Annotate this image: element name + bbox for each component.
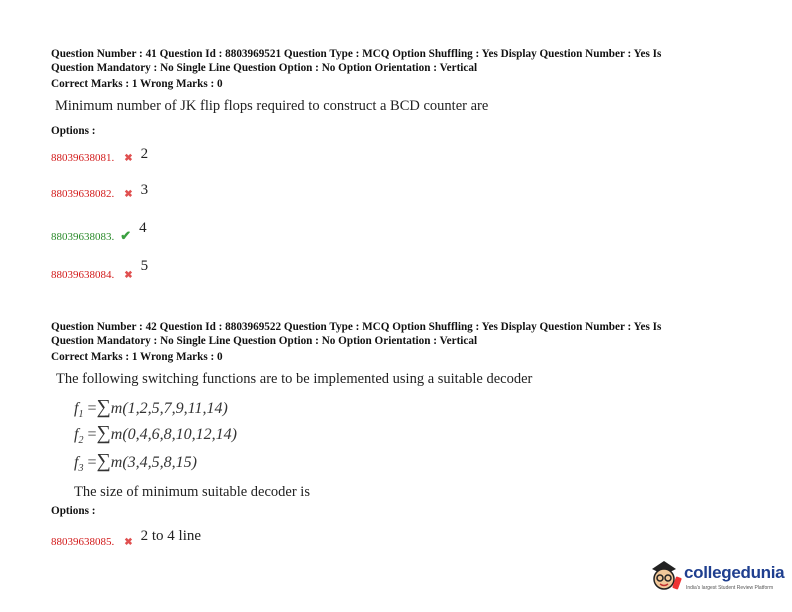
formula-rhs: (1,2,5,7,9,11,14) [122,400,228,417]
option-id: 88039638082. [51,188,115,200]
wrong-icon: ✖ [124,537,133,548]
collegedunia-logo [646,557,786,599]
formula-lhs: f [74,400,79,417]
mascot-icon [646,557,682,595]
q41-question-text: Minimum number of JK flip flops required to construct a BCD counter are [55,98,489,114]
option-id: 88039638085. [51,536,115,548]
q41-option-4 [51,257,149,281]
wrong-icon: ✖ [124,270,133,281]
q42-options-label: Options : [51,505,96,517]
option-value: 2 [140,146,149,162]
formula-sub: 3 [78,463,84,475]
formula-rhs: (0,4,6,8,10,12,14) [122,426,237,443]
q42-meta-line2: Question Mandatory : No Single Line Question Option : No Option Orientation : Vertical [51,335,478,347]
wrong-icon: ✖ [124,153,133,164]
option-id: 88039638084. [51,269,115,281]
formula-f3: $f_3 =\sum m(3,4,5,8,15)$ [74,450,197,475]
formula-rhs: (3,4,5,8,15) [122,454,197,471]
formula-f2: $f_2 =\sum m(0,4,6,8,10,12,14)$ [74,422,237,447]
q42-question-text-2: The size of minimum suitable decoder is [74,484,310,500]
formula-f1: $f_1 =\sum m(1,2,5,7,9,11,14)$ [74,396,228,421]
q41-meta-line1: Question Number : 41 Question Id : 8803969521 Question Type : MCQ Option Shuffling : Yes Display Question Number : Yes Is [51,48,662,60]
q41-marks: Correct Marks : 1 Wrong Marks : 0 [51,78,223,90]
q42-marks: Correct Marks : 1 Wrong Marks : 0 [51,351,223,363]
q41-option-3 [51,219,147,243]
formula-sub: 2 [78,435,84,447]
q42-option-1 [51,527,202,548]
option-id: 88039638081. [51,152,115,164]
q41-option-1 [51,148,148,166]
q41-meta-line2: Question Mandatory : No Single Line Question Option : No Option Orientation : Vertical [51,62,478,74]
check-icon: ✔ [120,228,132,243]
option-value: 4 [139,220,147,236]
option-value: 5 [140,258,149,274]
logo-name: collegedunia [684,563,785,582]
option-id: 88039638083. [51,231,115,243]
formula-sub: 1 [78,409,84,421]
logo-tagline: India's largest Student Review Platform [686,585,774,591]
q41-options-label: Options : [51,125,96,137]
option-value: 2 to 4 line [140,528,202,544]
formula-lhs: f [74,426,79,443]
wrong-icon: ✖ [124,189,133,200]
q42-question-text: The following switching functions are to be implemented using a suitable decoder [56,371,533,387]
q42-meta-line1: Question Number : 42 Question Id : 8803969522 Question Type : MCQ Option Shuffling : Yes Display Question Number : Yes Is [51,321,662,333]
q41-option-2 [51,184,148,202]
formula-lhs: f [74,454,79,471]
option-value: 3 [140,182,149,198]
